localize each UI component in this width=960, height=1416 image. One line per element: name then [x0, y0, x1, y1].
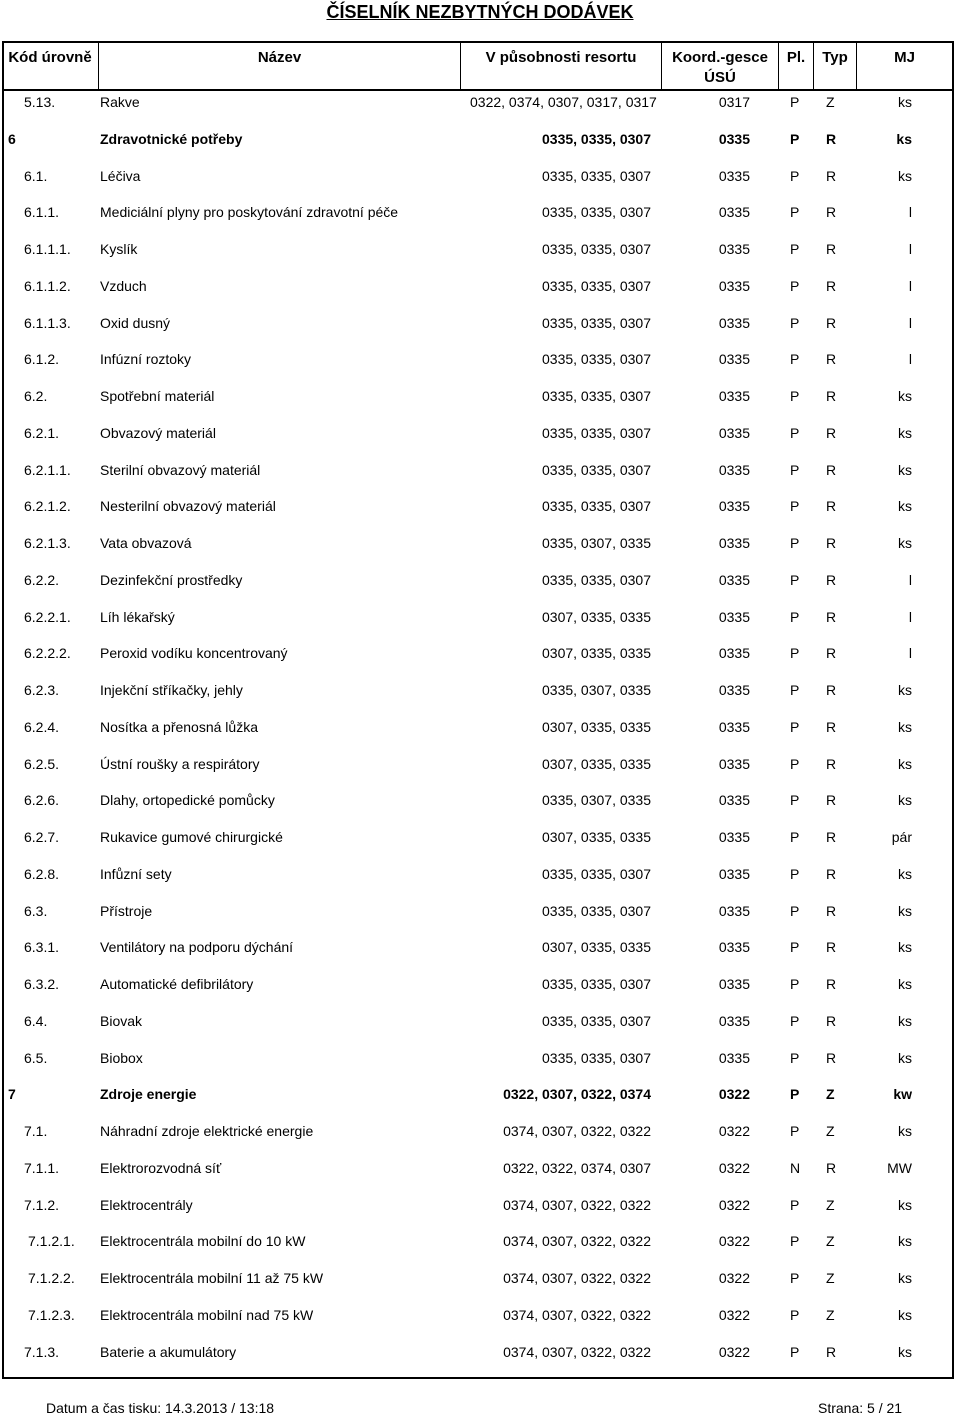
row-pl: P: [790, 94, 800, 110]
row-mj: ks: [898, 792, 912, 809]
row-resort: 0374, 0307, 0322, 0322: [503, 1123, 651, 1139]
row-mj: l: [908, 608, 912, 625]
row-koord: 0335: [718, 939, 750, 956]
row-koord: 0335: [718, 718, 750, 735]
row-koord: 0335: [718, 571, 750, 588]
header-pl: Pl.: [786, 49, 806, 66]
header-name: Název: [257, 49, 302, 66]
print-datetime: Datum a čas tisku: 14.3.2013 / 13:18: [46, 1400, 275, 1416]
row-name: Líh lékařský: [100, 608, 175, 625]
row-typ: R: [826, 314, 837, 331]
header-koord: Koord.-gesce ÚSÚ: [672, 49, 768, 86]
row-resort: 0335, 0335, 0307: [542, 976, 651, 992]
row-typ: R: [826, 167, 837, 184]
row-typ: Z: [826, 1233, 835, 1250]
row-resort: 0374, 0307, 0322, 0322: [503, 1196, 651, 1213]
row-typ: Z: [826, 1196, 835, 1213]
row-pl: P: [790, 204, 800, 221]
row-mj: l: [908, 204, 912, 221]
table-row: [0, 606, 960, 643]
row-pl: P: [790, 424, 800, 441]
table-row: [0, 716, 960, 753]
row-code: 6.2.5.: [24, 755, 60, 772]
row-resort: 0322, 0307, 0322, 0374: [503, 1086, 651, 1103]
row-code: 6.2.1.2.: [24, 498, 71, 515]
row-koord: 0335: [718, 130, 750, 147]
row-pl: P: [790, 1233, 800, 1250]
row-resort: 0335, 0307, 0335: [542, 535, 651, 551]
row-koord: 0335: [718, 498, 750, 515]
row-code: 6.2.1.1.: [24, 461, 71, 478]
row-resort: 0335, 0335, 0307: [542, 1012, 651, 1029]
row-name: Infůzní sety: [100, 865, 172, 882]
row-resort: 0307, 0335, 0335: [542, 608, 651, 625]
row-resort: 0322, 0374, 0307, 0317, 0317: [470, 94, 657, 110]
row-code: 6.2.2.: [24, 571, 60, 588]
row-koord: 0335: [718, 755, 750, 772]
row-code: 6.2.2.2.: [24, 645, 71, 662]
row-mj: ks: [896, 130, 912, 147]
row-pl: P: [790, 571, 800, 588]
row-name: Biovak: [100, 1012, 143, 1029]
row-koord: 0335: [718, 792, 750, 809]
row-koord: 0335: [718, 902, 750, 919]
row-koord: 0335: [718, 682, 750, 698]
row-code: 6: [8, 130, 16, 147]
row-code: 6.2.1.: [24, 424, 60, 441]
row-name: Vata obvazová: [100, 535, 192, 551]
row-pl: P: [790, 645, 800, 662]
table-row: [0, 1304, 960, 1341]
row-code: 6.1.1.2.: [24, 277, 71, 294]
row-resort: 0335, 0335, 0307: [542, 1049, 651, 1066]
row-mj: ks: [898, 167, 912, 184]
row-mj: l: [908, 314, 912, 331]
table-row: [0, 201, 960, 238]
table-row: [0, 826, 960, 863]
row-resort: 0307, 0335, 0335: [542, 755, 651, 772]
row-mj: ks: [898, 424, 912, 441]
row-name: Ventilátory na podporu dýchání: [100, 939, 294, 956]
row-resort: 0335, 0335, 0307: [542, 571, 651, 588]
row-koord: 0335: [718, 241, 750, 257]
table-row: [0, 863, 960, 900]
row-name: Automatické defibrilátory: [100, 976, 254, 992]
row-resort: 0307, 0335, 0335: [542, 829, 651, 845]
table-row: [0, 753, 960, 790]
row-name: Dezinfekční prostředky: [100, 571, 243, 588]
row-name: Vzduch: [100, 277, 147, 294]
row-resort: 0307, 0335, 0335: [542, 939, 651, 956]
document-title: ČÍSELNÍK NEZBYTNÝCH DODÁVEK: [326, 2, 634, 22]
row-mj: ks: [898, 902, 912, 919]
table-row: [0, 348, 960, 385]
row-koord: 0335: [718, 388, 750, 404]
row-typ: R: [826, 571, 837, 588]
row-code: 6.1.1.: [24, 204, 60, 221]
row-name: Zdroje energie: [100, 1086, 197, 1103]
row-name: Elektrocentrála mobilní nad 75 kW: [100, 1306, 314, 1323]
row-code: 7.1.1.: [24, 1159, 60, 1176]
table-row: [0, 936, 960, 973]
row-pl: P: [790, 498, 800, 515]
row-resort: 0307, 0335, 0335: [542, 718, 651, 735]
row-mj: ks: [898, 865, 912, 882]
table-row: [0, 789, 960, 826]
header-resort: V působnosti resortu: [485, 49, 637, 66]
row-mj: ks: [898, 1343, 912, 1360]
row-code: 6.1.1.1.: [24, 241, 71, 257]
row-code: 6.2.6.: [24, 792, 60, 809]
row-koord: 0322: [718, 1159, 750, 1176]
row-resort: 0335, 0335, 0307: [542, 167, 651, 184]
row-name: Dlahy, ortopedické pomůcky: [100, 792, 275, 809]
table-row: [0, 1194, 960, 1231]
row-mj: l: [908, 645, 912, 662]
row-name: Obvazový materiál: [100, 424, 216, 441]
table-row: [0, 642, 960, 679]
row-pl: P: [790, 792, 800, 809]
row-typ: Z: [826, 1306, 835, 1323]
row-name: Nesterilní obvazový materiál: [100, 498, 276, 515]
row-koord: 0322: [718, 1233, 750, 1250]
table-row: [0, 312, 960, 349]
row-typ: Z: [826, 1270, 835, 1286]
row-name: Léčiva: [100, 167, 141, 184]
row-typ: R: [826, 608, 837, 625]
row-koord: 0335: [718, 829, 750, 845]
row-code: 6.2.4.: [24, 718, 60, 735]
row-typ: Z: [826, 1086, 835, 1103]
row-mj: MW: [887, 1159, 912, 1176]
header-mj: MJ: [894, 49, 915, 66]
row-resort: 0335, 0335, 0307: [542, 130, 651, 147]
row-code: 6.3.2.: [24, 976, 60, 992]
table-row: [0, 1047, 960, 1084]
header-typ: Typ: [822, 49, 848, 66]
row-name: Elektrocentrály: [100, 1196, 193, 1213]
row-mj: ks: [898, 939, 912, 956]
row-name: Peroxid vodíku koncentrovaný: [100, 645, 288, 662]
row-koord: 0322: [718, 1270, 750, 1286]
row-typ: R: [826, 1049, 837, 1066]
row-pl: P: [790, 1196, 800, 1213]
row-pl: N: [790, 1159, 801, 1176]
row-code: 6.1.2.: [24, 351, 60, 368]
row-resort: 0322, 0322, 0374, 0307: [503, 1159, 651, 1176]
row-code: 7.1.3.: [24, 1343, 60, 1360]
table-row: [0, 91, 960, 128]
table-row: [0, 1230, 960, 1267]
row-koord: 0322: [718, 1343, 750, 1360]
row-mj: ks: [898, 1123, 912, 1139]
row-name: Nosítka a přenosná lůžka: [100, 718, 258, 735]
table-row: [0, 1083, 960, 1120]
table-header: [2, 41, 954, 91]
row-code: 6.1.1.3.: [24, 314, 71, 331]
row-pl: P: [790, 939, 800, 956]
row-mj: ks: [898, 976, 912, 992]
row-name: Kyslík: [100, 241, 138, 257]
row-koord: 0322: [718, 1306, 750, 1323]
row-koord: 0335: [718, 424, 750, 441]
row-pl: P: [790, 461, 800, 478]
row-mj: ks: [898, 1270, 912, 1286]
row-koord: 0335: [718, 865, 750, 882]
row-koord: 0335: [718, 1012, 750, 1029]
row-pl: P: [790, 829, 800, 845]
row-name: Sterilní obvazový materiál: [100, 461, 261, 478]
row-typ: R: [826, 902, 837, 919]
row-typ: R: [826, 130, 837, 147]
row-resort: 0374, 0307, 0322, 0322: [503, 1270, 651, 1286]
row-pl: P: [790, 718, 800, 735]
row-typ: R: [826, 645, 837, 662]
row-mj: ks: [898, 1306, 912, 1323]
row-pl: P: [790, 241, 800, 257]
table-row: [0, 1341, 960, 1378]
row-pl: P: [790, 1049, 800, 1066]
row-code: 6.4.: [24, 1012, 48, 1029]
row-pl: P: [790, 277, 800, 294]
row-name: Infúzní roztoky: [100, 351, 192, 368]
row-typ: R: [826, 498, 837, 515]
row-mj: kw: [893, 1086, 912, 1103]
row-name: Elektrorozvodná síť: [100, 1159, 222, 1176]
row-mj: ks: [898, 498, 912, 515]
row-typ: Z: [826, 1123, 835, 1139]
table-row: [0, 1120, 960, 1157]
table-row: [0, 495, 960, 532]
row-resort: 0374, 0307, 0322, 0322: [503, 1233, 651, 1250]
row-typ: R: [826, 351, 837, 368]
row-pl: P: [790, 865, 800, 882]
row-code: 7.1.2.: [24, 1196, 60, 1213]
table-row: [0, 238, 960, 275]
row-code: 6.3.1.: [24, 939, 60, 956]
row-code: 6.2.3.: [24, 682, 60, 698]
table-row: [0, 385, 960, 422]
row-typ: R: [826, 792, 837, 809]
row-resort: 0335, 0335, 0307: [542, 314, 651, 331]
row-mj: l: [908, 277, 912, 294]
header-code: Kód úrovně: [8, 49, 92, 66]
row-koord: 0335: [718, 277, 750, 294]
row-koord: 0335: [718, 204, 750, 221]
row-typ: R: [826, 461, 837, 478]
row-name: Elektrocentrála mobilní 11 až 75 kW: [100, 1270, 324, 1286]
row-mj: ks: [898, 718, 912, 735]
row-mj: ks: [898, 1049, 912, 1066]
row-code: 5.13.: [24, 94, 56, 110]
row-code: 7.1.: [24, 1123, 48, 1139]
table-row: [0, 1157, 960, 1194]
row-name: Zdravotnické potřeby: [100, 130, 243, 147]
row-resort: 0335, 0335, 0307: [542, 351, 651, 368]
row-name: Ústní roušky a respirátory: [100, 755, 260, 772]
row-code: 6.3.: [24, 902, 48, 919]
row-typ: R: [826, 865, 837, 882]
table-row: [0, 422, 960, 459]
row-code: 7.1.2.2.: [28, 1270, 75, 1286]
row-typ: R: [826, 424, 837, 441]
row-name: Rukavice gumové chirurgické: [100, 829, 283, 845]
row-code: 7.1.2.3.: [28, 1306, 75, 1323]
row-koord: 0335: [718, 351, 750, 368]
row-pl: P: [790, 130, 800, 147]
row-koord: 0322: [718, 1086, 750, 1103]
row-pl: P: [790, 1086, 800, 1103]
row-typ: R: [826, 1343, 837, 1360]
row-name: Oxid dusný: [100, 314, 171, 331]
row-koord: 0335: [718, 535, 750, 551]
row-koord: 0335: [718, 314, 750, 331]
table-row: [0, 569, 960, 606]
row-typ: R: [826, 535, 837, 551]
row-typ: R: [826, 277, 837, 294]
row-mj: ks: [898, 682, 912, 698]
row-pl: P: [790, 608, 800, 625]
row-pl: P: [790, 976, 800, 992]
row-name: Elektrocentrála mobilní do 10 kW: [100, 1233, 306, 1250]
row-pl: P: [790, 1270, 800, 1286]
row-mj: ks: [898, 388, 912, 404]
table-row: [0, 973, 960, 1010]
row-resort: 0307, 0335, 0335: [542, 645, 651, 662]
row-code: 7: [8, 1086, 16, 1103]
row-koord: 0317: [718, 94, 750, 110]
row-code: 6.2.1.3.: [24, 535, 71, 551]
table-row: [0, 459, 960, 496]
row-mj: ks: [898, 94, 912, 110]
row-resort: 0335, 0307, 0335: [542, 792, 651, 809]
row-pl: P: [790, 388, 800, 404]
row-pl: P: [790, 755, 800, 772]
row-koord: 0335: [718, 167, 750, 184]
row-typ: R: [826, 388, 837, 404]
row-code: 6.2.8.: [24, 865, 60, 882]
row-typ: R: [826, 682, 837, 698]
row-mj: ks: [898, 1233, 912, 1250]
row-mj: pár: [891, 829, 912, 845]
table-row: [0, 532, 960, 569]
row-pl: P: [790, 1012, 800, 1029]
row-name: Přístroje: [100, 902, 153, 919]
row-pl: P: [790, 1123, 800, 1139]
row-resort: 0374, 0307, 0322, 0322: [503, 1306, 651, 1323]
row-pl: P: [790, 351, 800, 368]
row-code: 6.2.2.1.: [24, 608, 71, 625]
row-name: Náhradní zdroje elektrické energie: [100, 1123, 314, 1139]
row-pl: P: [790, 167, 800, 184]
table-row: [0, 1267, 960, 1304]
row-typ: R: [826, 1012, 837, 1029]
row-mj: l: [908, 241, 912, 257]
row-pl: P: [790, 902, 800, 919]
row-pl: P: [790, 1343, 800, 1360]
row-resort: 0374, 0307, 0322, 0322: [503, 1343, 651, 1360]
row-resort: 0335, 0335, 0307: [542, 241, 651, 257]
row-typ: R: [826, 829, 837, 845]
row-pl: P: [790, 314, 800, 331]
row-typ: R: [826, 1159, 837, 1176]
row-koord: 0322: [718, 1196, 750, 1213]
row-resort: 0335, 0335, 0307: [542, 424, 651, 441]
table-row: [0, 679, 960, 716]
row-typ: Z: [826, 94, 835, 110]
row-mj: l: [908, 351, 912, 368]
row-code: 6.5.: [24, 1049, 48, 1066]
row-typ: R: [826, 718, 837, 735]
row-mj: ks: [898, 1196, 912, 1213]
row-typ: R: [826, 241, 837, 257]
row-typ: R: [826, 204, 837, 221]
table-row: [0, 165, 960, 202]
row-typ: R: [826, 939, 837, 956]
row-resort: 0335, 0335, 0307: [542, 277, 651, 294]
row-pl: P: [790, 682, 800, 698]
row-resort: 0335, 0335, 0307: [542, 204, 651, 221]
row-koord: 0335: [718, 976, 750, 992]
row-code: 7.1.2.1.: [28, 1233, 75, 1250]
row-mj: ks: [898, 535, 912, 551]
row-koord: 0335: [718, 608, 750, 625]
row-resort: 0335, 0307, 0335: [542, 682, 651, 698]
row-mj: l: [908, 571, 912, 588]
row-mj: ks: [898, 461, 912, 478]
row-name: Biobox: [100, 1049, 143, 1066]
row-name: Baterie a akumulátory: [100, 1343, 237, 1360]
row-name: Mediciální plyny pro poskytování zdravotní péče: [100, 204, 399, 221]
row-pl: P: [790, 535, 800, 551]
row-koord: 0335: [718, 1049, 750, 1066]
table-row: [0, 900, 960, 937]
row-resort: 0335, 0335, 0307: [542, 865, 651, 882]
row-name: Rakve: [100, 94, 140, 110]
table-row: [0, 275, 960, 312]
row-resort: 0335, 0335, 0307: [542, 498, 651, 515]
row-koord: 0335: [718, 461, 750, 478]
row-resort: 0335, 0335, 0307: [542, 461, 651, 478]
row-koord: 0335: [718, 645, 750, 662]
row-koord: 0322: [718, 1123, 750, 1139]
table-row: [0, 128, 960, 165]
row-mj: ks: [898, 1012, 912, 1029]
row-code: 6.2.: [24, 388, 48, 404]
table-row: [0, 1010, 960, 1047]
row-name: Injekční stříkačky, jehly: [100, 682, 243, 698]
page-number: Strana: 5 / 21: [818, 1400, 903, 1416]
row-typ: R: [826, 755, 837, 772]
row-code: 6.2.7.: [24, 829, 60, 845]
row-resort: 0335, 0335, 0307: [542, 902, 651, 919]
row-code: 6.1.: [24, 167, 48, 184]
row-mj: ks: [898, 755, 912, 772]
row-resort: 0335, 0335, 0307: [542, 388, 651, 404]
row-name: Spotřební materiál: [100, 388, 215, 404]
row-typ: R: [826, 976, 837, 992]
row-pl: P: [790, 1306, 800, 1323]
